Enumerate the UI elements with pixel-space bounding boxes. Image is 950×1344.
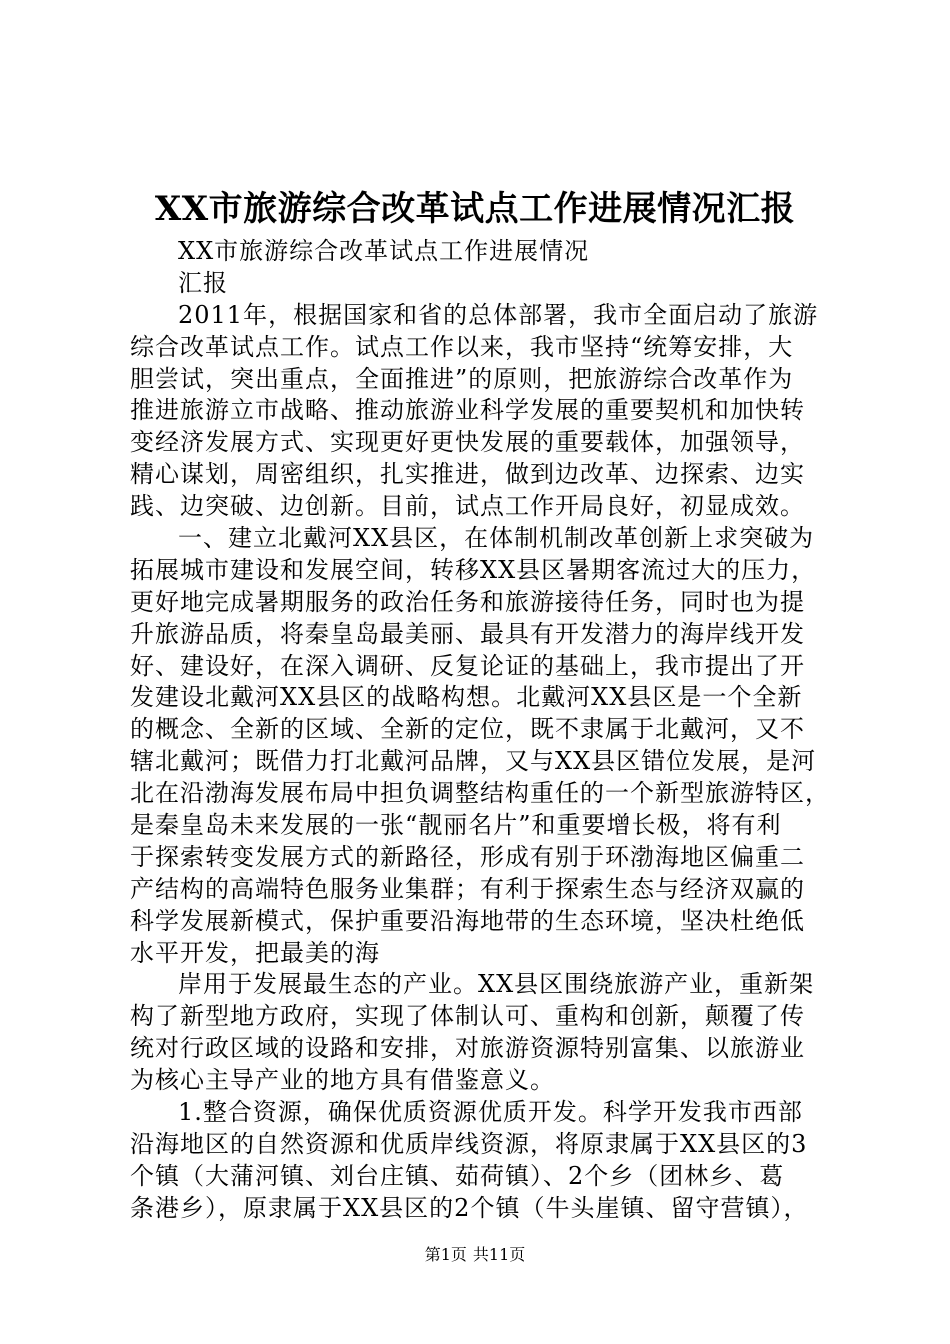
paragraph-line: 为核心主导产业的地方具有借鉴意义。 (130, 1066, 555, 1095)
paragraph-line: 北在沿渤海发展布局中担负调整结构重任的一个新型旅游特区， (130, 779, 830, 808)
paragraph-line: 精心谋划，周密组织，扎实推进，做到边改革、边探索、边实 (130, 460, 805, 489)
paragraph-line: 构了新型地方政府，实现了体制认可、重构和创新，颠覆了传 (130, 1002, 805, 1031)
paragraph-line: 产结构的高端特色服务业集群；有利于探索生态与经济双赢的 (130, 874, 805, 903)
paragraph-line: 是秦皇岛未来发展的一张“靓丽名片”和重要增长极，将有利 (130, 811, 782, 840)
paragraph-line: 升旅游品质，将秦皇岛最美丽、最具有开发潜力的海岸线开发 (130, 619, 805, 648)
paragraph-line: 1.整合资源，确保优质资源优质开发。科学开发我市西部 (178, 1098, 803, 1127)
paragraph-line: 2011年，根据国家和省的总体部署，我市全面启动了旅游 (178, 300, 819, 329)
subtitle-line-2: 汇报 (178, 268, 228, 297)
paragraph-line: 践、边突破、边创新。目前，试点工作开局良好，初显成效。 (130, 492, 805, 521)
paragraph-line: 推进旅游立市战略、推动旅游业科学发展的重要契机和加快转 (130, 396, 805, 425)
paragraph-line: 条港乡），原隶属于XX县区的2个镇（牛头崖镇、留守营镇）， (130, 1193, 809, 1222)
page-footer (0, 1244, 950, 1266)
paragraph-line: 水平开发，把最美的海 (130, 938, 380, 967)
paragraph-line: 更好地完成暑期服务的政治任务和旅游接待任务，同时也为提 (130, 587, 805, 616)
paragraph-line: 沿海地区的自然资源和优质岸线资源，将原隶属于XX县区的3 (130, 1129, 808, 1158)
paragraph-line: 综合改革试点工作。试点工作以来，我市坚持“统筹安排，大 (130, 332, 794, 361)
paragraph-line: 好、建设好，在深入调研、反复论证的基础上，我市提出了开 (130, 651, 805, 680)
page-total: 共11页 (472, 1245, 526, 1264)
document-body (130, 236, 828, 1225)
paragraph-line: 发建设北戴河XX县区的战略构想。北戴河XX县区是一个全新 (130, 683, 803, 712)
paragraph-line: 科学发展新模式，保护重要沿海地带的生态环境，坚决杜绝低 (130, 906, 805, 935)
page-number: 第1页 (424, 1245, 467, 1264)
paragraph-line: 拓展城市建设和发展空间，转移XX县区暑期客流过大的压力， (130, 555, 817, 584)
subtitle-line-1: XX市旅游综合改革试点工作进展情况 (178, 237, 590, 265)
paragraph-line: 岸用于发展最生态的产业。XX县区围绕旅游产业，重新架 (178, 970, 815, 999)
paragraph-line: 变经济发展方式、实现更好更快发展的重要载体，加强领导， (130, 428, 805, 457)
paragraph-line: 胆尝试，突出重点，全面推进”的原则，把旅游综合改革作为 (130, 364, 794, 393)
paragraph-line: 辖北戴河；既借力打北戴河品牌，又与XX县区错位发展，是河 (130, 747, 817, 776)
paragraph-line: 的概念、全新的区域、全新的定位，既不隶属于北戴河，又不 (130, 715, 805, 744)
paragraph-line: 一、建立北戴河XX县区，在体制机制改革创新上求突破为 (178, 524, 815, 553)
paragraph-line: 统对行政区域的设路和安排，对旅游资源特别富集、以旅游业 (130, 1034, 805, 1063)
document-title: XX市旅游综合改革试点工作进展情况汇报 (154, 189, 796, 229)
paragraph-line: 于探索转变发展方式的新路径，形成有别于环渤海地区偏重二 (130, 842, 805, 871)
paragraph-line: 个镇（大蒲河镇、刘台庄镇、茹荷镇）、2个乡（团林乡、葛 (130, 1161, 785, 1190)
